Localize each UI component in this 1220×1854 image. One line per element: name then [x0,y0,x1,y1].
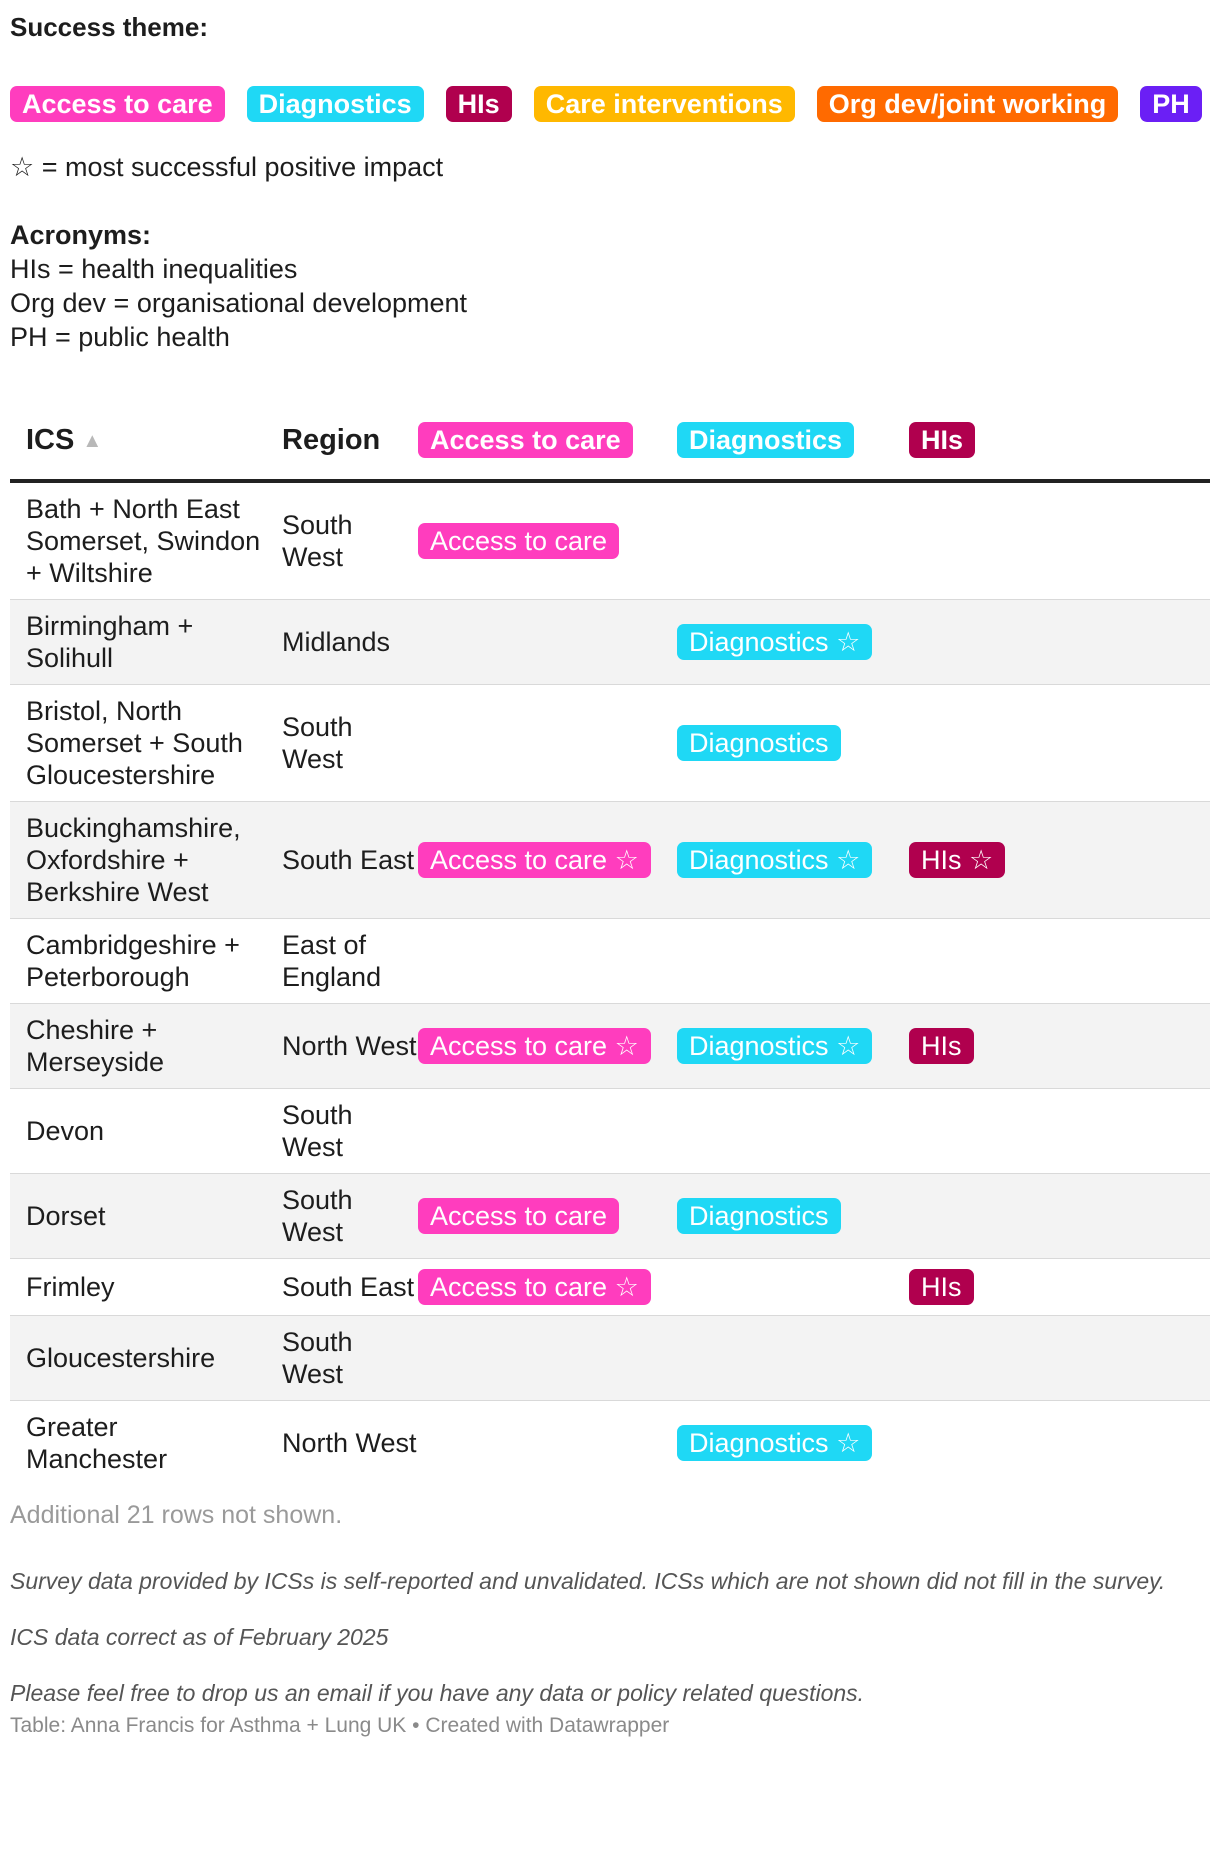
cell-his [909,1259,1210,1316]
acronyms-block [10,218,1210,354]
cell-diagnostics [677,1174,909,1259]
tag-access-to-care: Access to care ☆ [418,842,651,878]
tag-access-to-care: Access to care [418,523,619,559]
table-body [10,481,1210,1485]
cell-diagnostics [677,1259,909,1316]
legend-access-to-care: Access to care [10,86,225,122]
column-header-his-pill: HIs [909,422,975,458]
cell-his [909,1089,1210,1174]
cell-region: North West [266,1004,418,1089]
column-header-access-to-care[interactable] [418,401,677,481]
tag-diagnostics: Diagnostics ☆ [677,1028,872,1064]
ics-table [10,401,1210,1485]
cell-ics: Cambridgeshire + Peterborough [10,919,266,1004]
footnote-contact: Please feel free to drop us an email if you have any data or policy related questions. [10,1680,865,1706]
table-row [10,1259,1210,1316]
cell-region: South West [266,685,418,802]
cell-diagnostics [677,1004,909,1089]
cell-access-to-care [418,1174,677,1259]
cell-ics: Gloucestershire [10,1316,266,1401]
table-row [10,600,1210,685]
footnote-data-date: ICS data correct as of February 2025 [10,1624,389,1650]
acronym-line: PH = public health [10,322,230,352]
cell-ics: Bath + North East Somerset, Swindon + Wiltshire [10,481,266,600]
cell-access-to-care [418,1259,677,1316]
cell-diagnostics [677,802,909,919]
cell-access-to-care [418,600,677,685]
source-footer: Table: Anna Francis for Asthma + Lung UK • Created with Datawrapper [10,1714,670,1737]
cell-his [909,1174,1210,1259]
cell-region: East of England [266,919,418,1004]
tag-access-to-care: Access to care ☆ [418,1269,651,1305]
tag-his: HIs [909,1028,974,1064]
tag-diagnostics: Diagnostics ☆ [677,842,872,878]
cell-diagnostics [677,1401,909,1486]
cell-access-to-care [418,1401,677,1486]
cell-his [909,481,1210,600]
table-row [10,1401,1210,1486]
legend-care-interventions: Care interventions [534,86,795,122]
tag-access-to-care: Access to care [418,1198,619,1234]
tag-diagnostics: Diagnostics [677,1198,841,1234]
legend-org-dev: Org dev/joint working [817,86,1119,122]
cell-diagnostics [677,481,909,600]
table-row [10,1174,1210,1259]
cell-access-to-care [418,1089,677,1174]
cell-diagnostics [677,685,909,802]
cell-ics: Birmingham + Solihull [10,600,266,685]
more-rows-note: Additional 21 rows not shown. [10,1501,343,1529]
sort-up-icon[interactable]: ▲ [82,429,103,452]
column-header-region-label: Region [282,423,381,456]
success-theme-heading: Success theme: [10,12,208,42]
cell-region: Midlands [266,600,418,685]
legend-ph: PH [1140,86,1202,122]
cell-ics: Bristol, North Somerset + South Gloucestershire [10,685,266,802]
column-header-access-pill: Access to care [418,422,633,458]
cell-ics: Greater Manchester [26,1412,168,1474]
acronym-line: Org dev = organisational development [10,288,468,318]
acronyms-title: Acronyms: [10,220,152,250]
table-row [10,802,1210,919]
cell-access-to-care [418,685,677,802]
tag-his: HIs ☆ [909,842,1005,878]
cell-region: South West [266,1089,418,1174]
cell-diagnostics [677,1316,909,1401]
cell-ics: Buckinghamshire, Oxfordshire + Berkshire West [10,802,266,919]
column-header-ics-label: ICS [26,423,75,456]
cell-ics: Cheshire + Merseyside [10,1004,266,1089]
table-row [10,919,1210,1004]
column-header-his[interactable] [909,401,1210,481]
legend-his: HIs [446,86,512,122]
column-header-ics[interactable] [10,401,266,481]
cell-region: South West [266,481,418,600]
tag-diagnostics: Diagnostics ☆ [677,1425,872,1461]
cell-his [909,685,1210,802]
tag-diagnostics: Diagnostics ☆ [677,624,872,660]
cell-ics: Frimley [10,1259,266,1316]
cell-diagnostics [677,1089,909,1174]
tag-access-to-care: Access to care ☆ [418,1028,651,1064]
table-header-row [10,401,1210,481]
cell-diagnostics [677,600,909,685]
cell-access-to-care [418,1004,677,1089]
cell-access-to-care [418,919,677,1004]
cell-region: South West [266,1174,418,1259]
cell-his [909,1316,1210,1401]
cell-ics: Dorset [10,1174,266,1259]
cell-region: North West [282,1428,417,1458]
cell-his [909,919,1210,1004]
table-row [10,1316,1210,1401]
cell-access-to-care [418,1316,677,1401]
cell-ics: Devon [10,1089,266,1174]
acronym-line: HIs = health inequalities [10,254,298,284]
theme-legend [10,85,1210,123]
column-header-diagnostics[interactable] [677,401,909,481]
cell-his [909,802,1210,919]
cell-diagnostics [677,919,909,1004]
table-row [10,1004,1210,1089]
table-row [10,685,1210,802]
cell-his [909,1401,1210,1486]
cell-his [909,600,1210,685]
cell-region: South West [266,1316,418,1401]
cell-access-to-care [418,802,677,919]
cell-his [909,1004,1210,1089]
tag-diagnostics: Diagnostics [677,725,841,761]
footnote-survey: Survey data provided by ICSs is self-reported and unvalidated. ICSs which are not shown did not fill in the survey. [10,1568,1166,1594]
cell-region: South East [266,802,418,919]
table-row [10,1089,1210,1174]
cell-access-to-care [418,481,677,600]
column-header-diagnostics-pill: Diagnostics [677,422,854,458]
star-legend-note: ☆ = most successful positive impact [10,152,444,182]
cell-region: South East [266,1259,418,1316]
datawrapper-table-page [0,12,1220,1740]
table-row [10,481,1210,600]
column-header-region[interactable] [266,401,418,481]
legend-diagnostics: Diagnostics [247,86,424,122]
tag-his: HIs [909,1269,974,1305]
